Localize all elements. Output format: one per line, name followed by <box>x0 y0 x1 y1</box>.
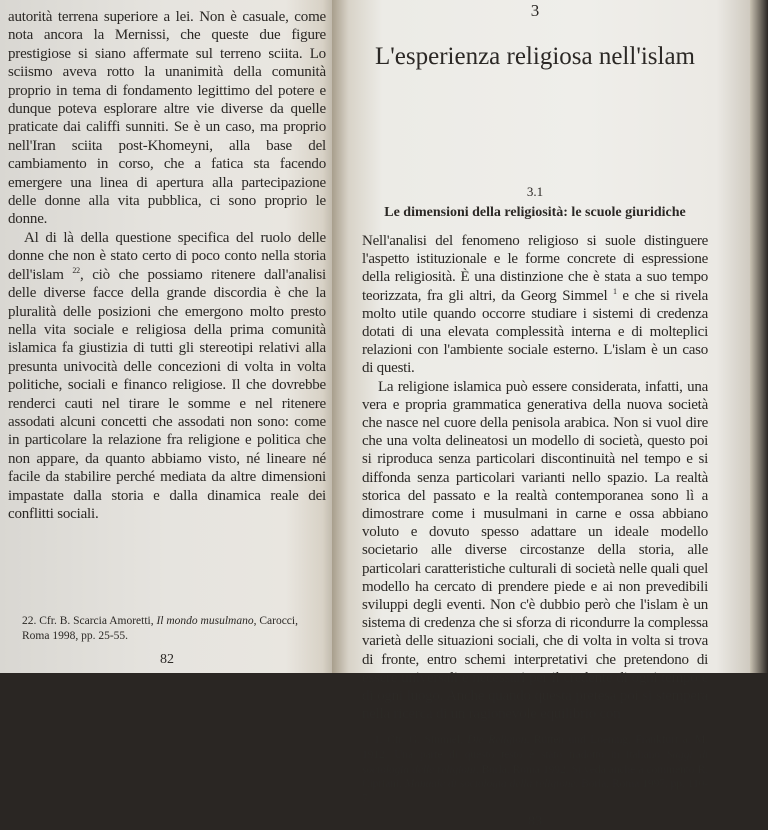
footnote-text: , Borla, Roma 1997, pp. 110-7. <box>362 778 708 805</box>
paragraph-text: Nell'analisi del fenomeno religioso si suole distinguere l'aspetto istituzionale e le forme concrete di espressione della religiosità. È una distinzione che è stata a suo tempo teorizzata, fra gli altri, da Georg Simmel <box>362 233 708 304</box>
paragraph <box>362 232 708 378</box>
paragraph <box>8 229 326 524</box>
section-title: Le dimensioni della religiosità: le scuole giuridiche <box>384 205 686 220</box>
footnote-text: , Carocci, Roma 1998, pp. 25-55. <box>22 615 298 642</box>
footnote-title: Saggi di sociologia delle religioni <box>362 749 709 776</box>
footnote-text: Cfr. B. Scarcia Amoretti, <box>39 615 154 627</box>
page-number: 83 <box>528 814 542 830</box>
right-page-column <box>362 0 709 830</box>
footnote <box>362 733 708 806</box>
footnote-ref: 1 <box>613 286 617 296</box>
right-page-body <box>362 232 708 723</box>
section-number: 3.1 <box>526 184 544 199</box>
paragraph-text: Al di là della questione specifica del ruolo delle donne che non è stato certo di poco conto nella storia dell'islam <box>8 229 326 283</box>
chapter-number: 3 <box>530 1 540 20</box>
footnote-text: , Rütten und Loening, Frankfurt a. M. 1912. Una parte di questo testo è stato tradotto in italiano <box>362 734 708 762</box>
footnote-text: Cfr. G. Simmel, <box>387 734 463 747</box>
footnote-title: Die Religion <box>467 734 527 747</box>
footnote-ref: 22 <box>72 265 80 275</box>
footnote-title: Il mondo musulmano <box>156 615 254 627</box>
page-number: 82 <box>160 652 174 667</box>
paragraph-text: , ciò che possiamo ritenere dall'analisi delle diverse facce della grande discordia è che la pluralità delle posizioni che emergono molto presto nella vita sociale e religiosa della prima comunità islamica fa giustizia di tutti gli stereotipi relativi alla presunta univocità delle concezioni di volta in volta politiche, sociali e financo religiose. Il che dovrebbe renderci cauti nel tirare le somme e nel ritenere assodati alcuni concetti che assodati non sono: come in particolare la relazione fra religione e politica che non appare, da quanto abbiamo visto, né lineare né facile da stabilire perché mediata da altre dimensioni impastate dalla storia e dalla dinamica reale dei conflitti sociali. <box>8 266 326 522</box>
spacer <box>8 523 326 614</box>
footnote <box>8 614 326 644</box>
footnote-number: 1. <box>374 734 383 747</box>
left-page-column <box>8 8 326 668</box>
footnote-number: 22. <box>22 615 37 627</box>
book-edge <box>750 0 768 673</box>
chapter-title: L'esperienza religiosa nell'islam <box>375 43 695 70</box>
footnote-text: , Borla, Roma 1992. Si veda anche a commento R. Cipriani, <box>362 763 708 791</box>
paragraph-text: e che si rivela molto utile quando occorre studiare i sistemi di credenza dotati di una elevata complessità interna e di molteplici relazioni con l'ambiente sociale esterno. L'islam è un caso di questi. <box>362 287 709 377</box>
paragraph: La religione islamica può essere considerata, infatti, una vera e propria grammatica generativa della nuova società che nasce nel cuore della penisola arabica. Non si vuol dire che una volta delineatosi un modello di società, questo poi si riproduca senza particolari discontinuità nel tempo e si diffonda senza particolari varianti nello spazio. La realtà storica del passato e la realtà contemporanea sono lì a dimostrare come i musulmani in carne e ossa abbiano voluto e dovuto spesso adattare un ideale modello societario alle diverse circostanze della storia, alle particolari caratteristiche culturali di società nelle quali quel modello ha cercato di prendere piede e ai non prevedibili sviluppi degli eventi. Non c'è dubbio però che l'islam è un sistema di credenza che si sforza di ricondurre la complessa varietà delle situazioni sociali, che di volta in volta si trova di fronte, entro schemi interpretativi che pretendono di essere universali e necessari per il credente di ogni tempo e di ogni luogo. Anche quando questa pretesa poi si stempera nella ricerca di un ragionevole equilibrio con <box>362 378 708 723</box>
left-page-body <box>8 8 326 523</box>
footnote-title: Manuale di sociologia della religione <box>404 778 576 791</box>
paragraph: autorità terrena superiore a lei. Non è casuale, come nota ancora la Mernissi, che queste due figure prestigiose si siano affermate sul terreno sciita. Lo sciismo aveva rotto la unanimità della comunità proprio in tema di fondamento legittimo del potere e dunque poteva esplorare altre vie diverse da quelle praticate dai califfi sunniti. Se è un caso, ma proprio nell'Iran sciita post-Khomeyni, alla base del cambiamento in corso, che a fatica sta facendo emergere una linea di apertura alla partecipazione delle donne alla vita pubblica, ci sono proprio le donne. <box>8 9 326 228</box>
